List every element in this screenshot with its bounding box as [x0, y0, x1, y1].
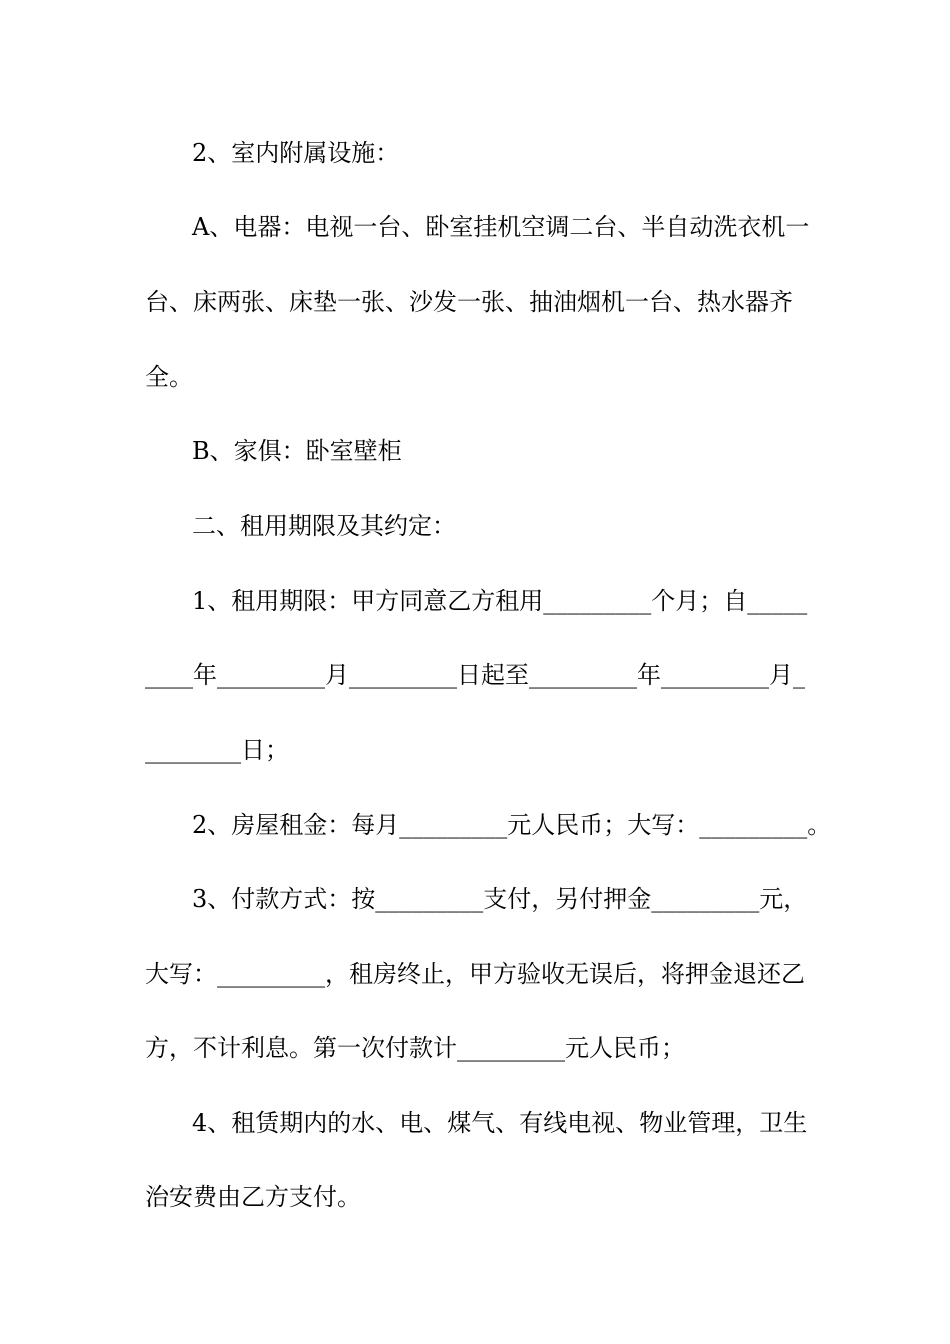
paragraph-line: 全。 [145, 363, 193, 391]
paragraph-line: 方，不计利息。第一次付款计_________元人民币； [145, 1034, 685, 1062]
paragraph-line: ________日； [145, 736, 289, 764]
paragraph-line: 二、租用期限及其约定： [192, 512, 456, 540]
paragraph-line: B、家俱：卧室壁柜 [192, 437, 402, 465]
paragraph-line: ____年_________月_________日起至_________年_________月_ [145, 661, 805, 689]
paragraph-line: 4、租赁期内的水、电、煤气、有线电视、物业管理，卫生 [192, 1109, 808, 1137]
paragraph-line: 1、租用期限：甲方同意乙方租用_________个月；自_____ [192, 587, 808, 615]
paragraph-line: A、电器：电视一台、卧室挂机空调二台、半自动洗衣机一 [192, 213, 810, 241]
paragraph-line: 治安费由乙方支付。 [145, 1183, 361, 1211]
paragraph-line: 2、室内附属设施： [192, 139, 400, 167]
paragraph-line: 3、付款方式：按_________支付，另付押金_________元， [192, 885, 808, 913]
paragraph-line: 台、床两张、床垫一张、沙发一张、抽油烟机一台、热水器齐 [145, 288, 793, 316]
paragraph-line: 2、房屋租金：每月_________元人民币；大写：_________。 [192, 811, 832, 839]
paragraph-line: 大写：_________，租房终止，甲方验收无误后，将押金退还乙 [145, 960, 805, 988]
